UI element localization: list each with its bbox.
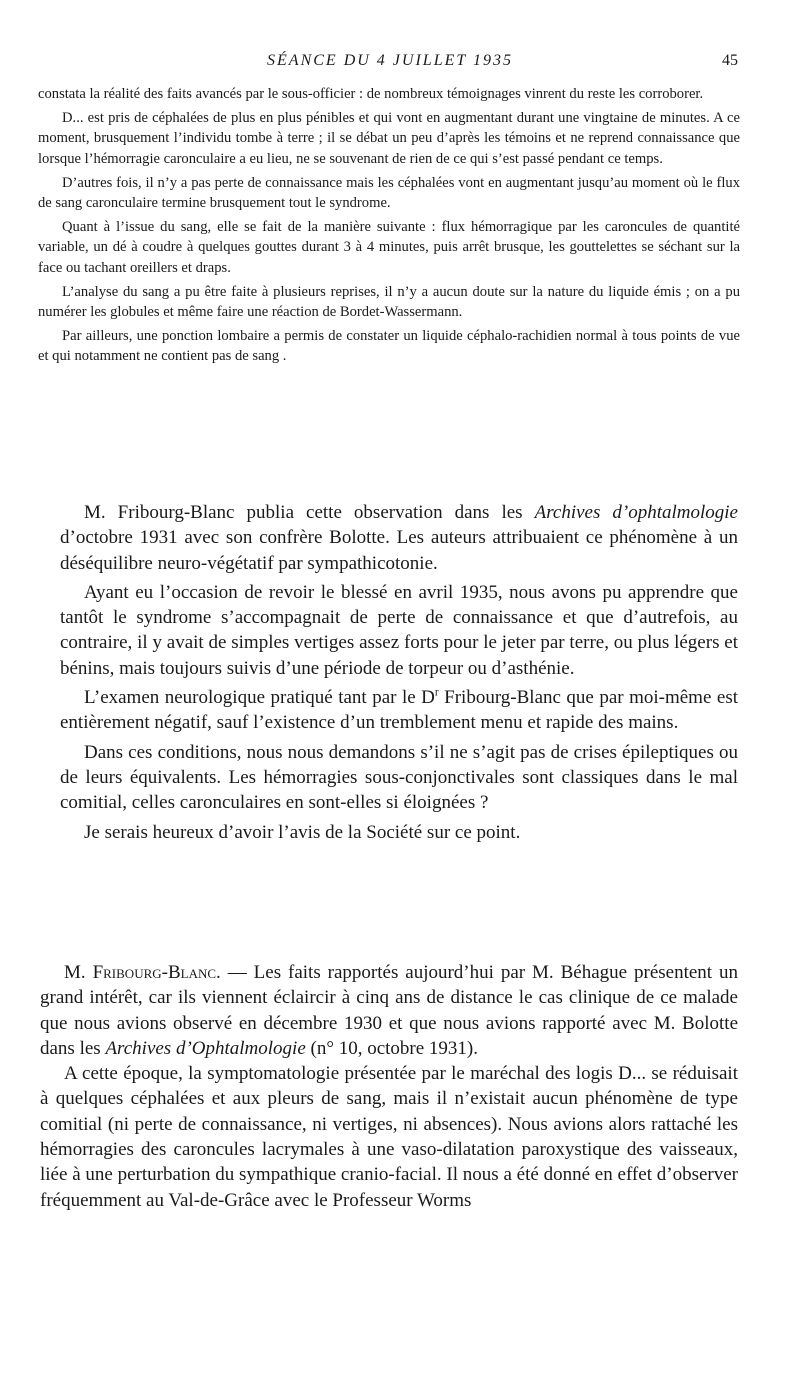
case-paragraph: L’analyse du sang a pu être faite à plusieurs reprises, il n’y a aucun doute sur la nature du liquide émis ; on a pu numérer les globules et même faire une réaction de Bordet-Wassermann. — [38, 283, 740, 321]
commentary-paragraph — [60, 500, 738, 576]
text-run: — Les faits rapportés aujourd’hui par M. Béhague présentent un grand intérêt, car ils viennent éclaircir à cinq ans de distance le cas clinique de ce malade que nous avions observé en décembre 1930 et que nous avions rapporté avec M. Bolotte dans les — [40, 962, 738, 1059]
journal-title: Archives d’Ophtalmologie — [105, 1037, 306, 1059]
case-paragraph: D... est pris de céphalées de plus en plus pénibles et qui vont en augmentant durant une vingtaine de minutes. A ce moment, brusquement l’individu tombe à terre ; il se débat un peu d’après les témoins et ne reprend connaissance que lorsque l’hémorragie caronculaire a eu lieu, ne se souvenant de rien de ce qui s’est passé pendant ce temps. — [38, 110, 740, 167]
case-paragraph: D’autres fois, il n’y a pas perte de connaissance mais les céphalées vont en augmentant jusqu’au moment où le flux de sang caronculaire termine brusquement tout le syndrome. — [38, 174, 740, 212]
text-run: (n° 10, octobre 1931). — [305, 1037, 479, 1059]
commentary-paragraph: Dans ces conditions, nous nous demandons s’il ne s’agit pas de crises épileptiques ou de leurs équivalents. Les hémorragies sous-conjonctivales sont classiques dans le mal comitial, celles caronculaires en sont-elles si éloignées ? — [60, 741, 738, 814]
speaker-name: M. Fribourg-Blanc. — [64, 962, 221, 983]
journal-title: Archives d’ophtalmologie — [534, 502, 738, 523]
text-run: d’octobre 1931 avec son confrère Bolotte. Les auteurs attribuaient ce phénomène à un déséquilibre neuro-végétatif par sympathicotonie. — [60, 527, 738, 574]
running-header — [40, 52, 740, 74]
commentary-section — [60, 500, 738, 845]
commentary-paragraph: Ayant eu l’occasion de revoir le blessé en avril 1935, nous avons pu apprendre que tantôt le syndrome s’accompagnait de perte de connaissance et que d’autrefois, au contraire, il y avait de simples vertiges assez forts pour le jeter par terre, ou plus légers et bénins, mais toujours suivis d’une période de torpeur ou d’asthénie. — [60, 581, 738, 679]
commentary-paragraph — [60, 685, 738, 736]
commentary-paragraph: Je serais heureux d’avoir l’avis de la Société sur ce point. — [84, 821, 521, 843]
superscript: r — [434, 686, 439, 699]
page-number: 45 — [722, 52, 738, 69]
reply-paragraph: A cette époque, la symptomatologie présentée par le maréchal des logis D... se réduisait à quelques céphalées et aux pleurs de sang, mais il n’existait aucun phénomène de type comitial (ni perte de connaissance, ni vertiges, ni absences). Nous avions alors rattaché les hémorragies des caroncules lacrymales à une vaso-dilatation paroxystique des vaisseaux, liée à une perturbation du sympathique cranio-facial. Il nous a été donné en effet d’observer fréquemment au Val-de-Grâce avec le Professeur Worms — [40, 1063, 738, 1211]
text-run: M. Fribourg-Blanc publia cette observation dans les — [84, 502, 535, 523]
text-run: L’examen neurologique pratiqué tant par le D — [84, 687, 435, 709]
case-paragraph: Par ailleurs, une ponction lombaire a permis de constater un liquide céphalo-rachidien normal à tous points de vue et qui notamment ne contient pas de sang . — [38, 328, 740, 365]
case-paragraph: Quant à l’issue du sang, elle se fait de la manière suivante : flux hémorragique par les caroncules de quantité variable, un dé à coudre à quelques gouttes durant 3 à 4 minutes, puis arrêt brusque, les gouttelettes se séchant sur la face ou tachant oreillers et draps. — [38, 219, 740, 276]
running-title: SÉANCE DU 4 JUILLET 1935 — [267, 52, 513, 69]
case-report-section — [38, 84, 740, 371]
reply-section — [40, 960, 738, 1213]
case-paragraph: constata la réalité des faits avancés par le sous-officier : de nombreux témoignages vinrent du reste les corroborer. — [38, 86, 704, 102]
text-run: Fribourg-Blanc que par moi-même est entièrement négatif, sauf l’existence d’un tremblement menu et rapide des mains. — [60, 687, 738, 734]
reply-paragraph — [40, 960, 738, 1061]
